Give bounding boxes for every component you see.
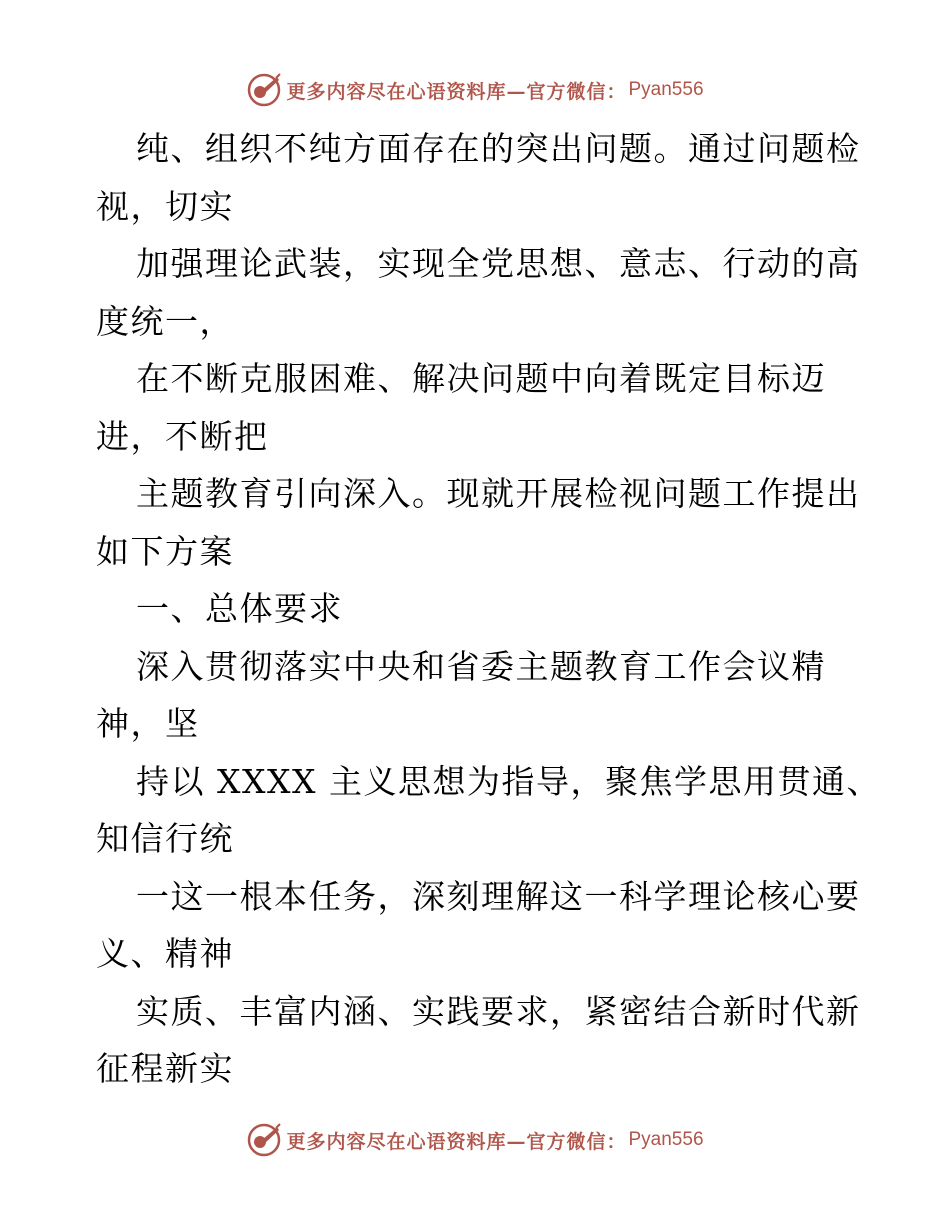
logo-pen-icon — [246, 72, 282, 108]
paragraph-line: 知信行统 — [96, 819, 234, 858]
paragraph-line: 一这一根本任务，深刻理解这一科学理论核心要 — [136, 876, 861, 916]
paragraph-line: 神，坚 — [96, 704, 200, 743]
watermark-wechat-id: Pyan556 — [628, 1129, 704, 1150]
section-heading: 一、总体要求 — [136, 589, 343, 628]
paragraph-line: 持以 XXXX 主义思想为指导，聚焦学思用贯通、 — [136, 761, 881, 801]
paragraph-line: 实质、丰富内涵、实践要求，紧密结合新时代新 — [136, 991, 861, 1031]
document-body — [96, 120, 881, 1098]
watermark-wechat-id: Pyan556 — [628, 79, 704, 100]
paragraph-line: 度统一， — [96, 301, 234, 341]
logo-pen-icon — [246, 1122, 282, 1158]
paragraph-line: 义、精神 — [96, 934, 234, 973]
footer-watermark — [0, 1120, 950, 1160]
paragraph-line: 主题教育引向深入。现就开展检视问题工作提出 — [136, 474, 861, 513]
watermark-text: 更多内容尽在心语资料库—官方微信： — [286, 1130, 627, 1153]
paragraph-line: 如下方案 — [96, 531, 234, 571]
paragraph-line: 进，不断把 — [96, 416, 269, 456]
header-watermark — [0, 70, 950, 110]
paragraph-line: 深入贯彻落实中央和省委主题教育工作会议精 — [136, 646, 826, 686]
paragraph-line: 纯、组织不纯方面存在的突出问题。通过问题检 — [136, 129, 861, 168]
paragraph-line: 视，切实 — [96, 186, 234, 226]
paragraph-line: 加强理论武装，实现全党思想、意志、行动的高 — [136, 244, 861, 283]
watermark-text: 更多内容尽在心语资料库—官方微信： — [286, 80, 627, 103]
paragraph-line: 在不断克服困难、解决问题中向着既定目标迈 — [136, 359, 826, 398]
paragraph-line: 征程新实 — [96, 1049, 234, 1088]
